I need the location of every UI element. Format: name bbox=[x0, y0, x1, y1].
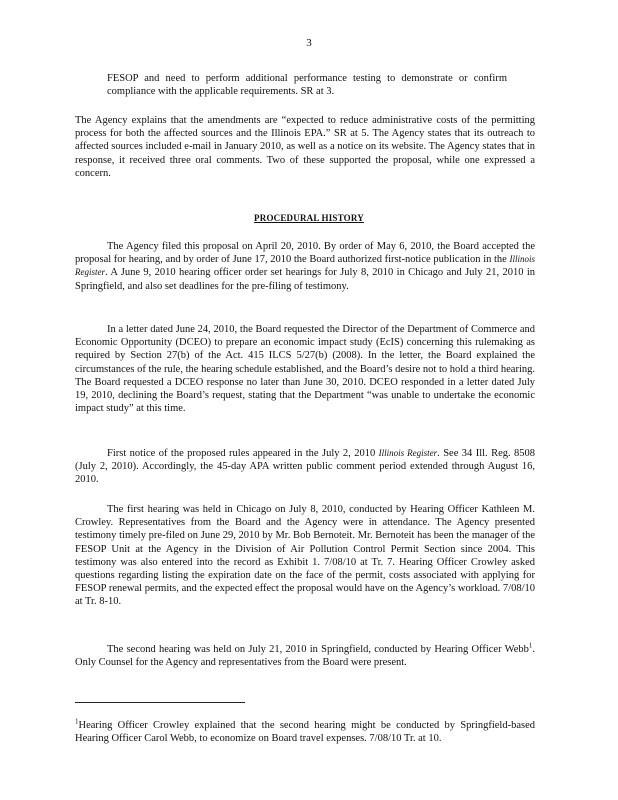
paragraph-text: The first hearing was held in Chicago on July 8, 2010, conducted by Hearing Officer Kathleen M. Crowley. Representatives from the Board and the Agency were in attendance. The Agency presented testimony timely pre-filed on June 29, 2010 by Mr. Bob Bernoteit. Mr. Bernoteit has been the manager of the FESOP Unit at the Agency in the Division of Air Pollution Control Permit Section since 2004. This testimony was also entered into the record as Exhibit 1. 7/08/10 at Tr. 7. Hearing Officer Crowley asked questions regarding listing the expiration date on the face of the permit, costs associated with applying for FESOP renewal permits, and the expected effect the proposal would have on the Agency’s workload. 7/08/10 at Tr. 8-10. bbox=[75, 504, 535, 608]
footnote-divider bbox=[75, 702, 245, 703]
text-run: Hearing Officer Crowley explained that the second hearing might be conducted by Springfield-based Hearing Officer Carol Webb, to economize on Board travel expenses. 7/08/10 Tr. at 10. bbox=[75, 719, 535, 744]
heading-text: PROCEDURAL HISTORY bbox=[254, 213, 364, 223]
paragraph-text bbox=[75, 447, 535, 487]
quote-text: FESOP and need to perform additional performance testing to demonstrate or confirm compliance with the applicable requirements. SR at 3. bbox=[107, 73, 507, 98]
paragraph-text bbox=[75, 240, 535, 293]
text-run: The second hearing was held on July 21, 2010 in Springfield, conducted by Hearing Officer Webb bbox=[107, 644, 529, 655]
footnote bbox=[75, 708, 535, 755]
section-heading bbox=[0, 213, 618, 223]
italic-title: Illinois Register bbox=[378, 448, 438, 458]
text-run: . See 34 Ill. Reg. 8508 (July 2, 2010). Accordingly, the 45-day APA written public comment period extended through August 16, 2010. bbox=[75, 448, 536, 486]
paragraph-text: In a letter dated June 24, 2010, the Board requested the Director of the Department of Commerce and Economic Opportunity (DCEO) to prepare an economic impact study (EcIS) concerning this rulemaking as required by Section 27(b) of the Act. 415 ILCS 5/27(b) (2008). In the letter, the Board explained the circumstances of the rule, the hearing schedule established, and the Board’s desire not to hold a third hearing. The Board requested a DCEO response no later than June 30, 2010. DCEO responded in a letter dated July 19, 2010, declining the Board’s request, stating that the Department “was unable to undertake the economic impact study” at this time. bbox=[75, 324, 535, 415]
paragraph-first-notice bbox=[75, 447, 535, 487]
footnote-text bbox=[75, 719, 535, 745]
text-run: The Agency filed this proposal on April 20, 2010. By order of May 6, 2010, the Board accepted the proposal for hearing, and by order of June 17, 2010 the Board authorized first-notice publication in the bbox=[75, 241, 535, 266]
quote-block bbox=[107, 72, 507, 98]
footnote-marker: 1 bbox=[528, 641, 533, 650]
italic-title: Illinois Register bbox=[75, 254, 535, 278]
page-number: 3 bbox=[306, 37, 312, 49]
paragraph-second-hearing bbox=[75, 643, 535, 669]
footnote-number: 1 bbox=[75, 717, 79, 725]
paragraph-dceo-letter bbox=[75, 323, 535, 415]
text-run: . Only Counsel for the Agency and representatives from the Board were present. bbox=[75, 644, 535, 669]
paragraph-text: The Agency explains that the amendments are “expected to reduce administrative costs of the permitting process for both the affected sources and the Illinois EPA.” SR at 5. The Agency states that its outreach to affected sources included e-mail in January 2010, as well as a notice on its website. The Agency states that in response, it received three oral comments. Two of these supported the proposal, while one expressed a concern. bbox=[75, 115, 535, 179]
paragraph-agency-explains bbox=[75, 114, 535, 180]
paragraph-text bbox=[75, 643, 535, 669]
paragraph-proposal-filed bbox=[75, 240, 535, 293]
text-run: First notice of the proposed rules appeared in the July 2, 2010 bbox=[107, 448, 379, 459]
paragraph-first-hearing bbox=[75, 503, 535, 609]
text-run: . A June 9, 2010 hearing officer order set hearings for July 8, 2010 in Chicago and July 21, 2010 in Springfield, and also set deadlines for the pre-filing of testimony. bbox=[75, 267, 535, 292]
